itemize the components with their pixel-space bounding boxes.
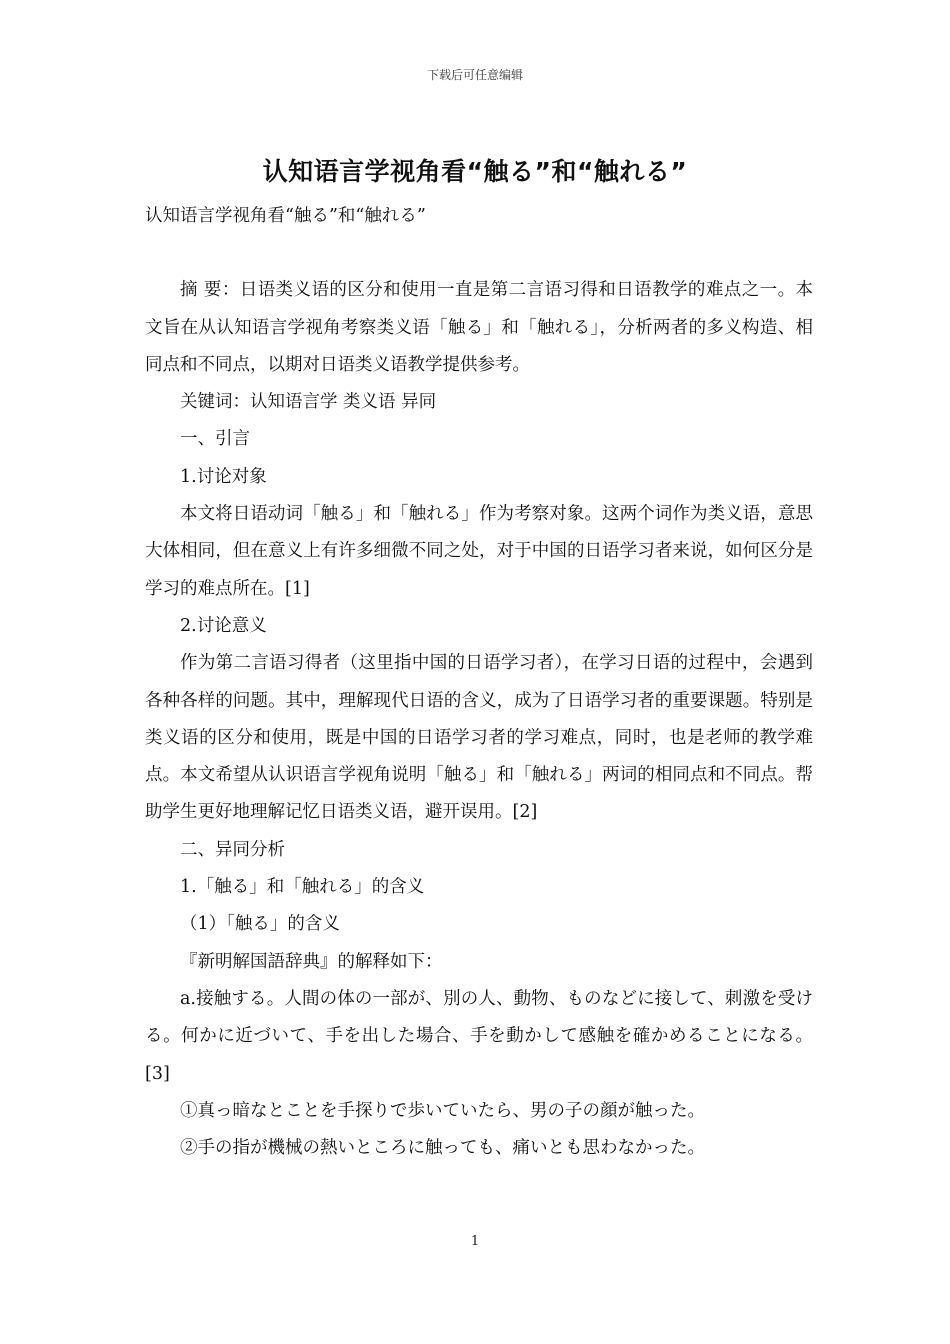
document-body xyxy=(145,198,813,1167)
subsection-heading-discussion-object: 1.讨论对象 xyxy=(180,466,267,487)
subsection-heading-discussion-significance: 2.讨论意义 xyxy=(180,615,267,636)
page-number: 1 xyxy=(470,1234,480,1249)
discussion-object-paragraph: 本文将日语动词「触る」和「触れる」作为考察对象。这两个词作为类义语，意思大体相同，但在意义上有许多细微不同之处，对于中国的日语学习者来说，如何区分是学习的难点所在。[1] xyxy=(145,504,813,599)
abstract-paragraph: 摘 要：日语类义语的区分和使用一直是第二言语习得和日语教学的难点之一。本文旨在从认知语言学视角考察类义语「触る」和「触れる」，分析两者的多义构造、相同点和不同点，以期对日语类义语教学提供参考。 xyxy=(145,280,813,375)
discussion-significance-paragraph: 作为第二言语习得者（这里指中国的日语学习者），在学习日语的过程中，会遇到各种各样的问题。其中，理解现代日语的含义，成为了日语学习者的重要课题。特别是类义语的区分和使用，既是中国的日语学习者的学习难点，同时，也是老师的教学难点。本文希望从认识语言学视角说明「触る」和「触れる」两词的相同点和不同点。帮助学生更好地理解记忆日语类义语，避开误用。[2] xyxy=(145,653,813,823)
definition-a-paragraph: a.接触する。人間の体の一部が、別の人、動物、ものなどに接して、刺激を受ける。何かに近づいて、手を出した場合、手を動かして感触を確かめることになる。[3] xyxy=(145,988,813,1084)
section-heading-analysis: 二、异同分析 xyxy=(180,839,285,860)
example-sentence-1: ①真っ暗なとことを手探りで歩いていたら、男の子の顔が触った。 xyxy=(180,1100,705,1121)
dictionary-reference-line: 『新明解国語辞典』的解释如下： xyxy=(180,951,443,972)
section-heading-introduction: 一、引言 xyxy=(180,429,250,450)
example-sentence-2: ②手の指が機械の熱いところに触っても、痛いとも思わなかった。 xyxy=(180,1138,705,1159)
subsection-heading-meanings: 1.「触る」和「触れる」的含义 xyxy=(180,877,425,898)
document-subtitle: 认知语言学视角看“触る”和“触れる” xyxy=(145,206,426,226)
subsection-heading-sawaru-meaning: （1）「触る」的含义 xyxy=(180,914,340,935)
keywords-line: 关键词：认知语言学 类义语 异同 xyxy=(180,392,437,413)
header-note: 下载后可任意编辑 xyxy=(426,68,523,82)
document-title: 认知语言学视角看“触る”和“触れる” xyxy=(262,157,688,186)
